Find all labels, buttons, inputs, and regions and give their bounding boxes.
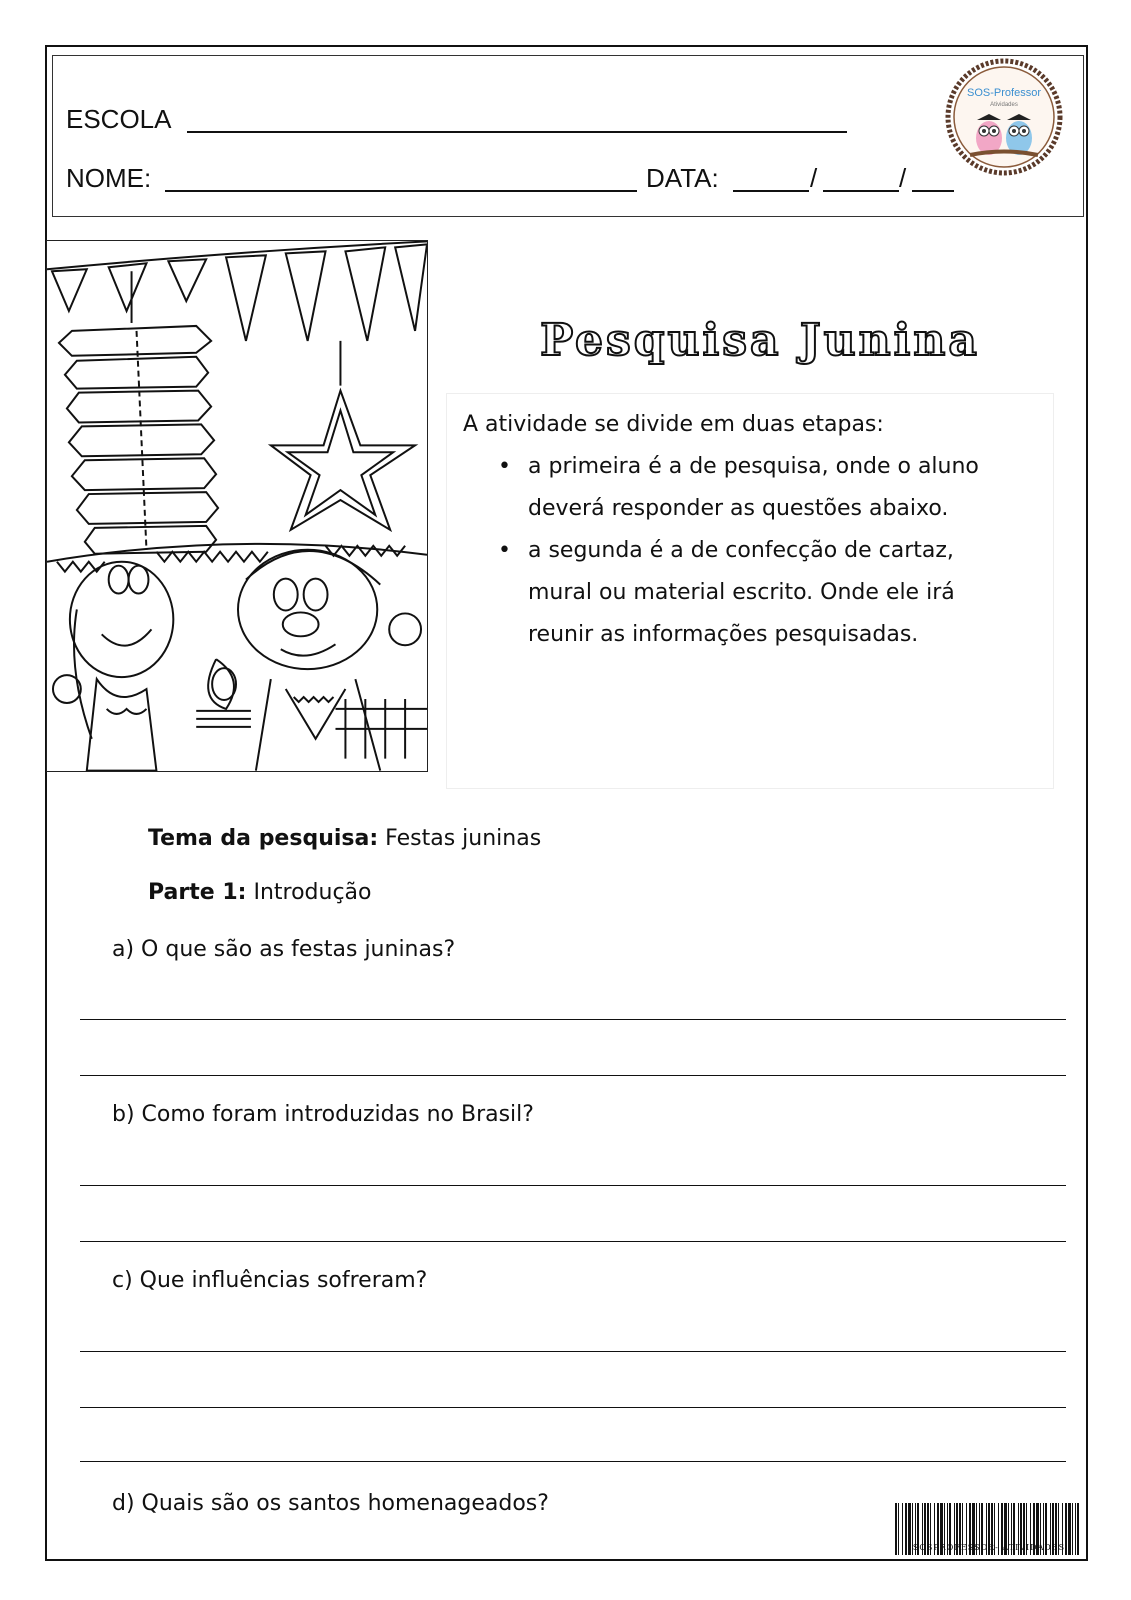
theme-value: Festas juninas xyxy=(385,826,542,851)
theme-label: Tema da pesquisa xyxy=(148,826,370,851)
girl-character-icon xyxy=(70,562,173,771)
date-year-field[interactable] xyxy=(912,190,954,192)
date-separator: / xyxy=(899,163,907,193)
list-item: • a primeira é a de pesquisa, onde o aluno deverá responder as questões abaixo. xyxy=(470,446,1030,530)
list-item: • a segunda é a de confecção de cartaz, mural ou material escrito. Onde ele irá reunir as informações pesquisadas. xyxy=(470,530,1030,656)
answer-line[interactable] xyxy=(80,1019,1066,1020)
logo-subtext: Atividades xyxy=(990,102,1018,108)
bonfire-icon xyxy=(196,659,251,727)
instructions-list xyxy=(470,446,1030,656)
logo-text: SOS-Professor xyxy=(967,87,1041,99)
school-label: ESCOLA xyxy=(66,104,172,134)
date-day-field[interactable] xyxy=(733,190,809,192)
answer-line[interactable] xyxy=(80,1241,1066,1242)
answer-line[interactable] xyxy=(80,1461,1066,1462)
school-field[interactable] xyxy=(187,131,847,133)
sos-professor-logo xyxy=(945,58,1063,176)
page-title xyxy=(500,305,1020,375)
date-separator: / xyxy=(810,163,818,193)
star-decoration-icon xyxy=(271,391,415,530)
date-label: DATA: xyxy=(646,163,719,193)
part-label: Parte 1 xyxy=(148,880,238,905)
svg-text:Pesquisa Junina: Pesquisa Junina xyxy=(540,315,980,366)
theme-line: Tema da pesquisa: Festas juninas xyxy=(148,826,542,851)
barcode-text: SOSPROFESSOR- ATIVIDADES xyxy=(912,1543,1066,1552)
question-a: a) O que são as festas juninas? xyxy=(112,937,456,962)
name-field[interactable] xyxy=(165,190,637,192)
answer-line[interactable] xyxy=(80,1407,1066,1408)
question-c: c) Que influências sofreram? xyxy=(112,1268,428,1293)
part-line: Parte 1: Introdução xyxy=(148,880,372,905)
date-month-field[interactable] xyxy=(823,190,899,192)
boy-character-icon xyxy=(238,550,380,771)
answer-line[interactable] xyxy=(80,1185,1066,1186)
festa-junina-illustration xyxy=(46,240,428,772)
question-b: b) Como foram introduzidas no Brasil? xyxy=(112,1102,534,1127)
answer-line[interactable] xyxy=(80,1075,1066,1076)
answer-line[interactable] xyxy=(80,1351,1066,1352)
instructions-intro: A atividade se divide em duas etapas: xyxy=(463,412,884,437)
question-d: d) Quais são os santos homenageados? xyxy=(112,1491,549,1516)
name-label: NOME: xyxy=(66,163,152,193)
part-value: Introdução xyxy=(253,880,372,905)
header-box xyxy=(52,55,1084,217)
paper-lantern-icon xyxy=(59,326,218,554)
